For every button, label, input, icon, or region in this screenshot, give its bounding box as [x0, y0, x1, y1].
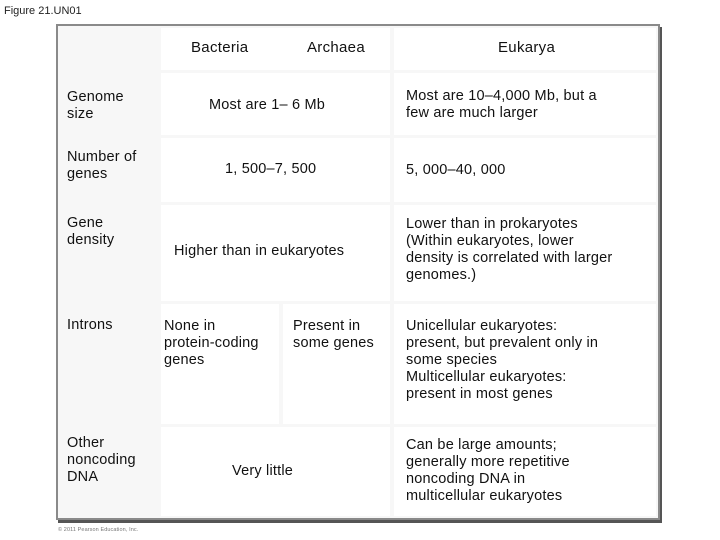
- header-cell-prokaryotes: [161, 28, 390, 70]
- column-header-archaea: Archaea: [307, 39, 365, 56]
- header-cell-eukarya: [394, 28, 656, 70]
- row-label-number-of-genes: Number of genes: [67, 149, 137, 182]
- cell-gene-density-eukarya: Lower than in prokaryotes (Within eukaryotes, lower density is correlated with larger genomes.): [394, 205, 656, 301]
- cell-genome-size-prokaryotes: Most are 1– 6 Mb: [161, 73, 390, 135]
- cell-introns-archaea: Present in some genes: [283, 304, 390, 424]
- figure-label: Figure 21.UN01: [4, 5, 82, 17]
- cell-number-of-genes-eukarya: 5, 000–40, 000: [394, 138, 656, 202]
- row-label-genome-size: Genome size: [67, 89, 124, 122]
- column-header-bacteria: Bacteria: [191, 39, 249, 56]
- copyright-notice: © 2011 Pearson Education, Inc.: [58, 527, 139, 533]
- cell-gene-density-prokaryotes: Higher than in eukaryotes: [161, 205, 390, 301]
- cell-noncoding-dna-eukarya: Can be large amounts; generally more repetitive noncoding DNA in multicellular eukaryotes: [394, 427, 656, 516]
- cell-genome-size-eukarya: Most are 10–4,000 Mb, but a few are much larger: [394, 73, 656, 135]
- cell-number-of-genes-prokaryotes: 1, 500–7, 500: [161, 138, 390, 202]
- cell-introns-bacteria: None in protein-coding genes: [161, 304, 279, 424]
- cell-introns-eukarya: Unicellular eukaryotes: present, but prevalent only in some species Multicellular eukaryotes: present in most genes: [394, 304, 656, 424]
- row-label-gene-density: Gene density: [67, 215, 115, 248]
- cell-noncoding-dna-prokaryotes: Very little: [161, 427, 390, 516]
- comparison-table: [56, 24, 660, 520]
- column-header-eukarya: Eukarya: [498, 39, 556, 56]
- row-label-introns: Introns: [67, 317, 113, 333]
- row-label-other-noncoding-dna: Other noncoding DNA: [67, 435, 136, 485]
